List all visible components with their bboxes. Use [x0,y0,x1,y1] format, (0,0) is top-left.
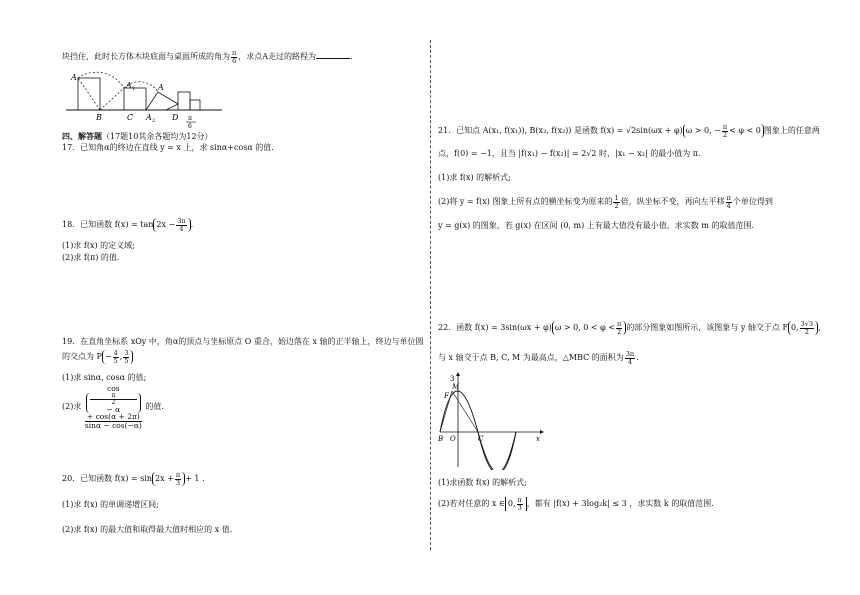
frac-den: 2 [804,327,809,336]
frac-den: 3 [517,503,522,512]
q22-part-2-tail: ，都有 |f(x) + 3log₂k| ≤ 3 ，求实数 k 的取值范围. [526,499,714,508]
q21-part-2-mid: 倍，纵坐标不变，再向左平移 [620,197,725,206]
q22-mid: 的部分图象如图所示，该图象与 y 轴交于点 F [626,323,789,332]
label-A1-sub: 1 [132,86,136,92]
section-title: 四、解答题 [62,131,102,141]
q22-cond-a: ω > 0, 0 < φ < [554,323,616,332]
q18-end: . [190,220,194,229]
graph-y3: 3 [450,375,455,383]
frac-den: 5 [113,356,118,365]
column-divider [430,40,431,550]
frac-den: 2 [614,201,619,210]
frac-den: 4 [726,201,731,210]
q22-interval-frac [517,497,523,511]
question-18 [62,218,193,232]
q22-interval-start: 0, [507,499,516,508]
frac-num: π [175,471,181,479]
q21-cond-a: ω > 0, − [685,126,721,135]
q19-numerator [85,385,142,422]
frac-num: 3 [124,349,129,357]
graph-F: F [444,392,449,400]
graph-O: O [450,435,456,443]
q21-part-2 [438,195,773,209]
q20-part-2: (2)求 f(x) 的最大值和取得最大值时相应的 x 值. [62,525,233,534]
intro-fraction [231,50,237,64]
q21-condition [683,124,764,138]
frac-num: 3√3 [800,320,814,328]
intro-line [62,50,353,64]
q22-condition [552,321,627,335]
q20-tail: + 1 . [185,474,205,483]
frac-den: 5 [124,356,129,365]
question-22-line1: 22．函数 f(x) = 3sin(ωx + φ) ω > 0, 0 < φ < $\frac{\pi}{2}$ 的部分图象如图所示，该图象与 y 轴交于点 F 0, $\frac{3√3}{2}$ , [438,320,821,336]
frac-num: π [232,49,237,57]
sine-graph [438,372,548,470]
q21-cond-b: < φ < 0 [729,126,761,135]
q19-minus: − [104,352,112,361]
q21-part-2-lead: (2)将 y = f(x) 图象上所有点的横坐标变为原来的 [438,197,613,206]
frac-den: 2 [722,130,728,139]
label-six: 6 [188,123,192,128]
label-pi: π [188,115,192,122]
q22-interval [505,497,527,511]
q22-point [788,321,818,335]
q18-lead: 18．已知函数 f(x) = tan [62,220,154,229]
question-20 [62,472,205,486]
frac-num: π [90,393,137,400]
frac-den: 4 [627,357,633,366]
question-21-line1 [438,124,820,138]
label-C: C [127,113,134,122]
label-D: D [172,113,179,122]
label-B: B [96,113,102,122]
q19-part-2 [62,385,164,429]
q19-frac-y [123,350,129,364]
q21-part-1: (1)求 f(x) 的解析式; [438,173,511,182]
label-A-mid: A [158,83,164,92]
question-17: 17．已知角α的终边在直线 y = x 上，求 sinα+cosα 的值. [62,143,274,152]
q19-part-2-lead: (2)求 [62,402,82,411]
q22-point-frac [800,321,814,335]
num-paren [86,393,141,414]
graph-x: x [536,435,540,443]
q20-frac [175,472,181,486]
frac-num: π [517,496,522,504]
rolling-block-figure [62,70,222,128]
frac-num: π [617,320,622,328]
q22-line2-text: 与 x 轴交于点 B, C, M 为最高点，△MBC 的面积为 [438,353,624,362]
label-A2-sub: 2 [152,118,156,124]
q19-point: 的交点为 P [62,352,102,361]
intro-end: . [350,52,353,61]
question-19-line1: 19．在直角坐标系 xOy 中，角α的顶点与坐标原点 O 重合，始边落在 x 轴的正半轴上，终边与单位圆 [62,337,424,346]
q21-part-2-tail: 个单位得到 [732,197,773,206]
q22-lead: 22．函数 f(x) = 3sin(ωx + φ) [438,323,552,332]
section-heading [62,131,213,142]
frac-num: π [722,123,728,131]
q22-cond-frac [616,321,622,335]
q18-arg: 2x − [156,220,176,229]
q21-part-2-line2: y = g(x) 的图象，若 g(x) 在区间 (0, m) 上有最大值没有最小值，求实数 m 的取值范围. [438,221,754,230]
num-cos: cos [107,384,120,393]
q19-part-1: (1)求 sinα, cosα 的值; [62,373,147,382]
label-A: A [71,73,77,82]
frac-den: 6 [232,56,237,65]
q21-lead: 21．已知点 A(x₁, f(x₁)), B(x₂, f(x₂)) 是函数 f(x) = √2sin(ωx + φ) [438,126,683,135]
question-22-line2 [438,351,639,365]
q20-part-1: (1)求 f(x) 的单调递增区间; [62,500,159,509]
q19-big-fraction [85,385,142,429]
q22-area-frac [625,351,635,365]
q19-coords: − $\frac{4}{5}$ , $\frac{3}{5}$ [102,350,134,364]
graph-C: C [478,435,484,443]
graph-B: B [438,435,444,443]
q22-part-2-lead: (2)若对任意的 x ∈ [438,499,505,508]
q20-lead: 20．已知函数 f(x) = sin [62,474,153,483]
frac-num: 1 [614,194,619,202]
question-19-line2 [62,350,133,364]
q20-paren [152,472,185,486]
intro-tail: ，求点A走过的路程为 [238,52,317,61]
q21-frac-half [613,195,619,209]
label-A1: A [126,81,132,90]
intro-text: 块挡住，此时长方体木块底面与桌面所成的角为 [62,52,230,61]
frac-den: 4 [179,224,184,233]
q21-cond-frac [722,124,728,138]
q19-denominator: sinα − cos(−α) [84,420,142,430]
num-tail: + cos(α + 2π) [86,412,140,421]
frac-den: 3 [175,478,181,487]
label-A2: A [146,113,152,122]
answer-blank [316,51,350,59]
q22-line2-end: . [636,353,639,362]
q22-point-a: 0, [791,323,799,332]
num-frac [90,393,137,406]
section-note: （17题10其余各题均为12分） [102,132,213,141]
q19-part-2-tail: 的值. [145,402,164,411]
q18-part-1: (1)求 f(x) 的定义域; [62,241,135,250]
q20-arg: 2x + [155,474,174,483]
question-21-line2: 点，f(0) = −1，且当 |f(x₁) − f(x₂)| = 2√2 时，|x₁ − x₂| 的最小值为 π. [438,149,701,158]
q22-part-1: (1)求函数 f(x) 的解析式; [438,478,527,487]
q22-part-2 [438,497,714,511]
num-minus-alpha: − α [106,404,121,414]
graph-M: M [452,383,460,391]
q18-part-2: (2)求 f(π) 的值. [62,253,120,262]
q18-paren [153,218,190,232]
frac-num: 3π [177,217,186,225]
frac-den: 2 [617,327,622,336]
frac-num: π [726,194,731,202]
frac-num: 3π [625,350,635,358]
q21-tail: 图象上的任意两 [763,126,820,135]
q18-frac [176,218,186,232]
frac-den: 2 [111,398,116,406]
q19-frac-x [113,350,119,364]
frac-num: 4 [113,349,118,357]
q21-frac-shift [726,195,732,209]
